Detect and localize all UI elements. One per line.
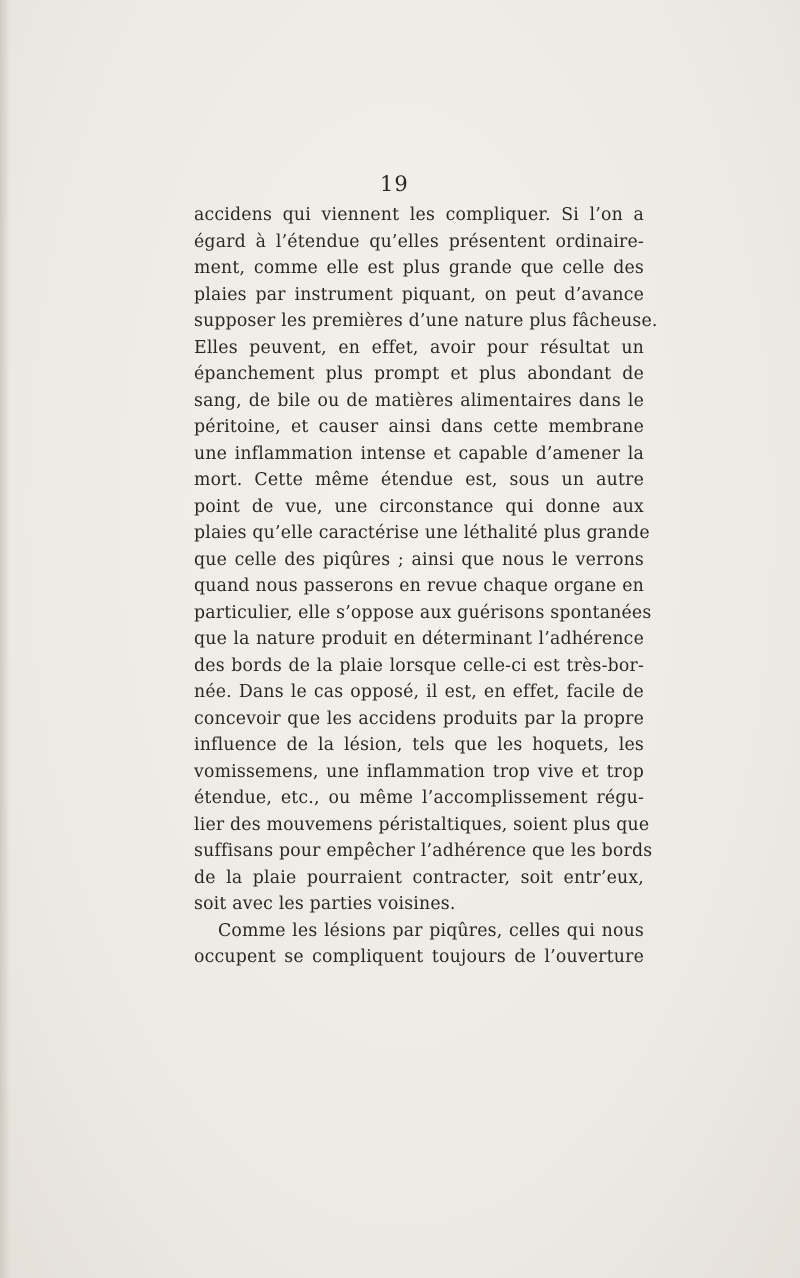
text-line: concevoir que les accidens produits par la propre (194, 708, 644, 729)
text-line: accidens qui viennent les compliquer. Si l’on a (194, 205, 644, 225)
text-line: étendue, etc., ou même l’accomplissement régu- (194, 788, 644, 808)
text-line: péritoine, et causer ainsi dans cette membrane (194, 417, 644, 437)
text-line: influence de la lésion, tels que les hoquets, les (194, 735, 644, 755)
text-line: de la plaie pourraient contracter, soit entr’eux, (194, 867, 644, 888)
text-line: une inflammation intense et capable d’amener la (194, 443, 644, 464)
text-line: ment, comme elle est plus grande que celle des (194, 258, 644, 278)
text-line: égard à l’étendue qu’elles présentent ordinaire- (194, 231, 644, 252)
text-line: occupent se compliquent toujours de l’ouverture (194, 947, 644, 967)
page-number: 19 (380, 172, 409, 196)
text-line: que la nature produit en déterminant l’adhérence (194, 629, 644, 649)
text-line: vomissemens, une inflammation trop vive et trop (194, 761, 644, 782)
text-line: que celle des piqûres ; ainsi que nous le verrons (194, 549, 644, 570)
text-line: lier des mouvemens péristaltiques, soient plus que (194, 814, 650, 835)
text-line: suffisans pour empêcher l’adhérence que les bords (194, 841, 653, 861)
text-line: particulier, elle s’oppose aux guérisons spontanées (194, 602, 652, 623)
text-line: des bords de la plaie lorsque celle-ci est très-bor- (194, 655, 644, 676)
text-line: quand nous passerons en revue chaque organe en (194, 576, 644, 596)
body-text (194, 202, 658, 971)
text-line: soit avec les parties voisines. (194, 894, 456, 914)
text-line: supposer les premières d’une nature plus fâcheuse. (194, 311, 658, 331)
text-line: épanchement plus prompt et plus abondant de (194, 364, 644, 384)
page-binding-edge (0, 0, 10, 1278)
text-line: née. Dans le cas opposé, il est, en effet, facile de (194, 682, 644, 702)
text-line: plaies par instrument piquant, on peut d’avance (194, 284, 644, 305)
text-line: Comme les lésions par piqûres, celles qui nous (218, 920, 644, 941)
text-line: plaies qu’elle caractérise une léthalité plus grande (194, 523, 650, 543)
text-line: Elles peuvent, en effet, avoir pour résultat un (194, 337, 644, 358)
text-line: point de vue, une circonstance qui donne aux (194, 496, 644, 517)
text-line: sang, de bile ou de matières alimentaires dans le (194, 390, 644, 411)
text-line: mort. Cette même étendue est, sous un autre (194, 470, 644, 490)
